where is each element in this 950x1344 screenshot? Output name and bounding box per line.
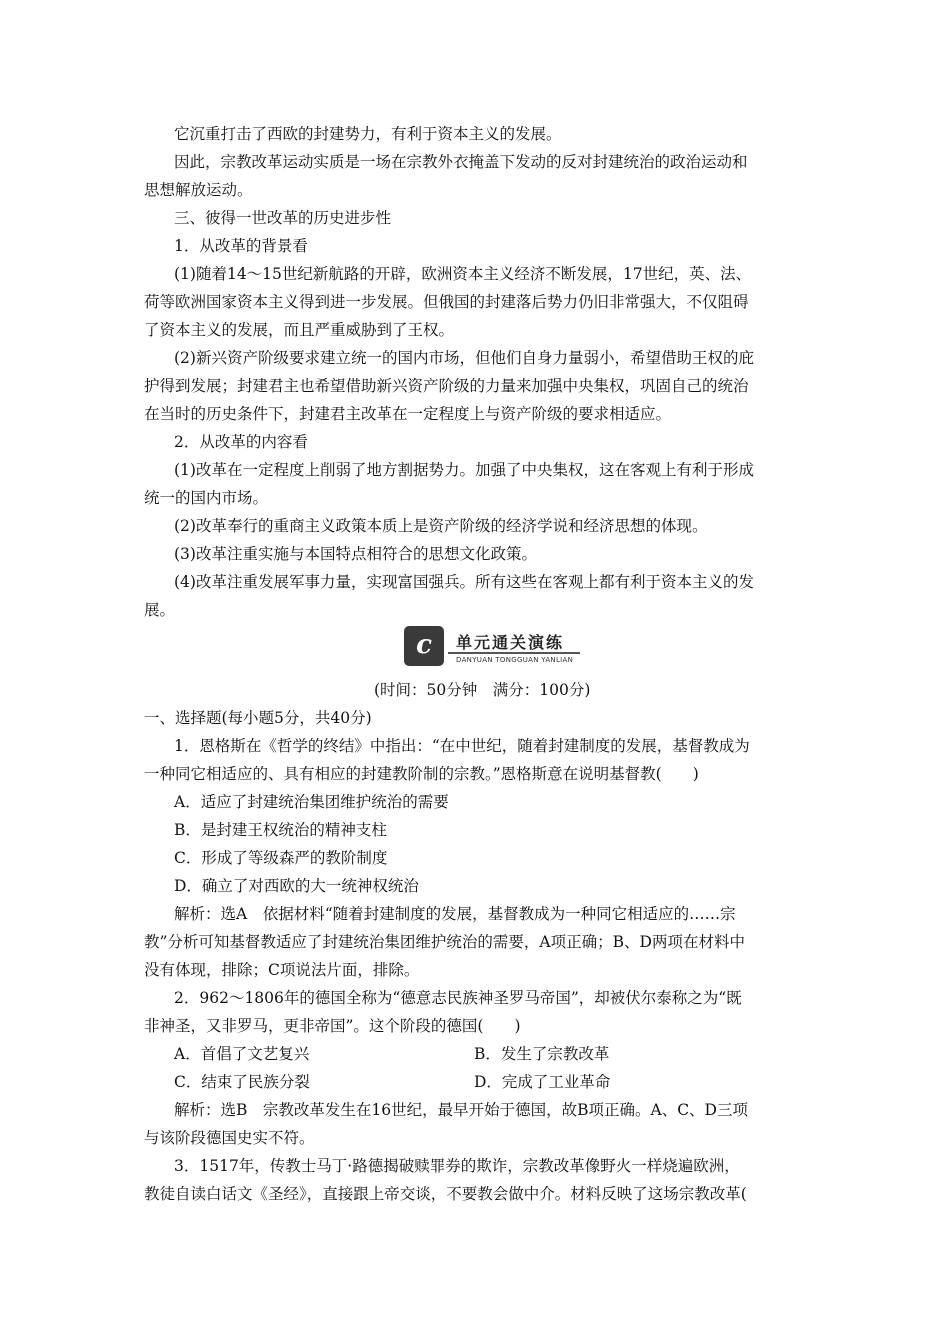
text-line: 荷等欧洲国家资本主义得到进一步发展。但俄国的封建落后势力仍旧非常强大，不仅阻碍 — [144, 293, 749, 311]
text-line: 了资本主义的发展，而且严重威胁到了王权。 — [144, 321, 455, 339]
analysis-line: 解析：选A 依据材料“随着封建制度的发展，基督教成为一种同它相适应的……宗 — [174, 905, 736, 923]
text-line: 统一的国内市场。 — [144, 489, 269, 507]
text-line: (2)新兴资产阶级要求建立统一的国内市场，但他们自身力量弱小，希望借助王权的庇 — [174, 349, 754, 367]
question-line: 一种同它相适应的、具有相应的封建教阶制的宗教。”恩格斯意在说明基督教( ) — [144, 765, 699, 783]
text-line: 思想解放运动。 — [144, 181, 253, 199]
subsection-heading: 1．从改革的背景看 — [174, 237, 308, 255]
section-heading: 三、彼得一世改革的历史进步性 — [174, 209, 392, 227]
text-line: (1)改革在一定程度上削弱了地方割据势力。加强了中央集权，这在客观上有利于形成 — [174, 461, 754, 479]
exam-info: (时间：50分钟 满分：100分) — [374, 681, 591, 699]
option-d: D．完成了工业革命 — [474, 1073, 611, 1091]
text-line: 在当时的历史条件下，封建君主改革在一定程度上与资产阶级的要求相适应。 — [144, 405, 672, 423]
banner-pinyin: DANYUAN TONGGUAN YANLIAN — [456, 656, 574, 664]
subsection-heading: 2．从改革的内容看 — [174, 433, 308, 451]
question-line: 教徒自读白话文《圣经》，直接跟上帝交谈，不要教会做中介。材料反映了这场宗教改革( — [144, 1185, 747, 1203]
text-line: (4)改革注重发展军事力量，实现富国强兵。所有这些在客观上都有利于资本主义的发 — [174, 573, 754, 591]
analysis-line: 解析：选B 宗教改革发生在16世纪，最早开始于德国，故B项正确。A、C、D三项 — [174, 1101, 748, 1119]
analysis-line: 与该阶段德国史实不符。 — [144, 1129, 315, 1147]
banner-logo-icon: c — [404, 626, 444, 666]
question-line: 非神圣，又非罗马，更非帝国”。这个阶段的德国( ) — [144, 1017, 521, 1035]
text-line: 护得到发展；封建君主也希望借助新兴资产阶级的力量来加强中央集权，巩固自己的统治 — [144, 377, 749, 395]
text-line: (1)随着14～15世纪新航路的开辟，欧洲资本主义经济不断发展，17世纪，英、法、 — [174, 265, 752, 283]
analysis-line: 没有体现，排除；C项说法片面，排除。 — [144, 961, 420, 979]
banner-title: 单元通关演练 — [456, 633, 565, 652]
option-a: A．首倡了文艺复兴 — [174, 1045, 310, 1063]
option-d: D．确立了对西欧的大一统神权统治 — [174, 877, 419, 895]
option-a: A．适应了封建统治集团维护统治的需要 — [174, 793, 449, 811]
text-line: 因此，宗教改革运动实质是一场在宗教外衣掩盖下发动的反对封建统治的政治运动和 — [174, 153, 748, 171]
banner-divider — [448, 652, 580, 654]
option-c: C．结束了民族分裂 — [174, 1073, 310, 1091]
text-line: (3)改革注重实施与本国特点相符合的思想文化政策。 — [174, 545, 537, 563]
text-line: 它沉重打击了西欧的封建势力，有利于资本主义的发展。 — [174, 125, 562, 143]
option-b: B．发生了宗教改革 — [474, 1045, 610, 1063]
question-line: 3．1517年，传教士马丁·路德揭破赎罪券的欺诈，宗教改革像野火一样烧遍欧洲， — [174, 1157, 740, 1175]
text-line: 展。 — [144, 601, 176, 619]
option-c: C．形成了等级森严的教阶制度 — [174, 849, 388, 867]
question-line: 2．962～1806年的德国全称为“德意志民族神圣罗马帝国”，却被伏尔泰称之为“既 — [174, 989, 742, 1007]
option-b: B．是封建王权统治的精神支柱 — [174, 821, 387, 839]
question-line: 1．恩格斯在《哲学的终结》中指出：“在中世纪，随着封建制度的发展，基督教成为 — [174, 737, 750, 755]
unit-practice-banner — [404, 626, 580, 670]
analysis-line: 教”分析可知基督教适应了封建统治集团维护统治的需要，A项正确；B、D两项在材料中 — [144, 933, 745, 951]
text-line: (2)改革奉行的重商主义政策本质上是资产阶级的经济学说和经济思想的体现。 — [174, 517, 708, 535]
section-title: 一、选择题(每小题5分，共40分) — [144, 709, 372, 727]
